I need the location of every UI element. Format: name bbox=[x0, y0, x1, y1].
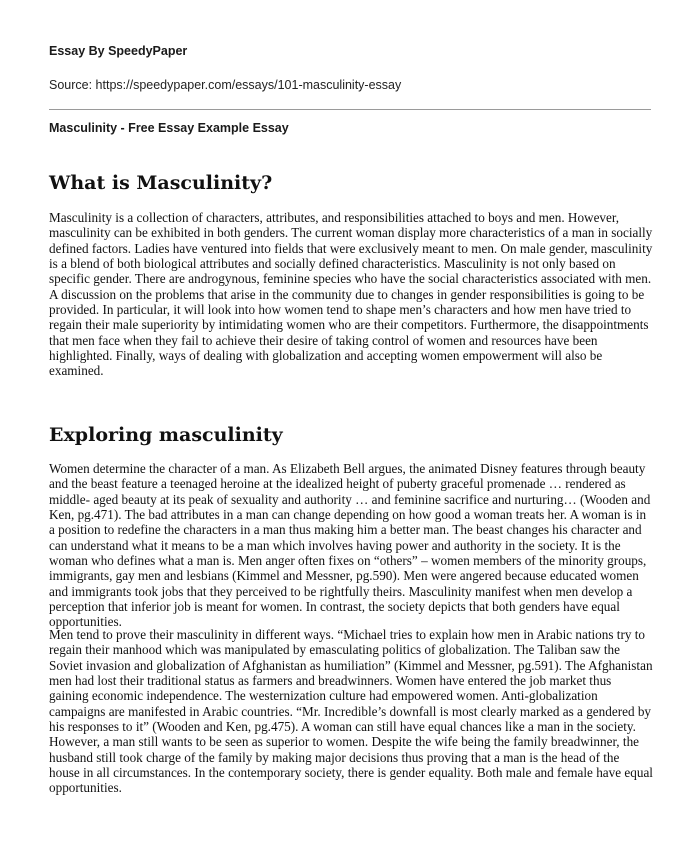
paragraph-intro: Masculinity is a collection of characters, attributes, and responsibilities attached to boys and men. However, masculinity can be exhibited in both genders. The current woman display more characteristics of a man in socially defined factors. Ladies have ventured into fields that were exclusively meant to men. On male gender, masculinity is a blend of both biological attributes and socially defined characteristics. Masculinity is not only based on specific gender. There are androgynous, feminine species who have the social characteristics associated with men. A discussion on the problems that arise in the community due to changes in gender responsibilities is going to be provided. In particular, it will look into how women tend to shape men’s characters and how men have tried to regain their male superiority by intimidating women who are their competitors. Furthermore, the disappointments that men face when they fail to achieve their desire of taking control of women and resources have been highlighted. Finally, ways of dealing with globalization and accepting women empowerment will also be examined. bbox=[49, 210, 653, 379]
site-brand: Essay By SpeedyPaper bbox=[49, 44, 188, 58]
section-heading-exploring-masculinity: Exploring masculinity bbox=[49, 424, 283, 446]
paragraph-exploring-2: Men tend to prove their masculinity in different ways. “Michael tries to explain how men in Arabic nations try to regain their manhood which was manipulated by emasculating politics of globalization. The Taliban saw the Soviet invasion and globalization of Afghanistan as humiliation” (Kimmel and Messner, pg.591). The Afghanistan men had lost their traditional status as farmers and breadwinners. Women have entered the job market thus gaining economic independence. The westernization culture had empowered women. Anti-globalization campaigns are manifested in Arabic countries. “Mr. Incredible’s downfall is most clearly marked as a gendered by his responses to it” (Wooden and Ken, pg.475). A woman can still have equal chances like a man in the society. However, a man still wants to be seen as superior to women. Despite the wife being the family breadwinner, the husband still took charge of the family by making major decisions thus proving that a man is the head of the house in all circumstances. In the contemporary society, there is gender equality. Both male and female have equal opportunities. bbox=[49, 627, 653, 796]
source-url: Source: https://speedypaper.com/essays/101-masculinity-essay bbox=[49, 78, 402, 92]
section-heading-what-is-masculinity: What is Masculinity? bbox=[49, 172, 273, 194]
paragraph-exploring-1: Women determine the character of a man. As Elizabeth Bell argues, the animated Disney features through beauty and the beast feature a teenaged heroine at the idealized height of puberty graceful promenade … rendered as middle- aged beauty at its peak of sexuality and authority … and feminine sacrifice and nurturing… (Wooden and Ken, pg.471). The bad attributes in a man can change depending on how good a woman treats her. A woman is in a position to redefine the characters in a man thus making him a better man. The beast changes his character and can understand what it means to be a man which involves having power and authority in the society. It is the woman who defines what a man is. Men anger often fixes on “others” – women members of the minority groups, immigrants, gay men and lesbians (Kimmel and Messner, pg.590). Men were angered because educated women and immigrants took jobs that they perceived to be rightfully theirs. Masculinity manifest when men develop a perception that inferior job is meant for women. In contrast, the society depicts that both genders have equal opportunities. bbox=[49, 461, 651, 630]
header-divider bbox=[49, 109, 651, 110]
document-title: Masculinity - Free Essay Example Essay bbox=[49, 121, 289, 135]
